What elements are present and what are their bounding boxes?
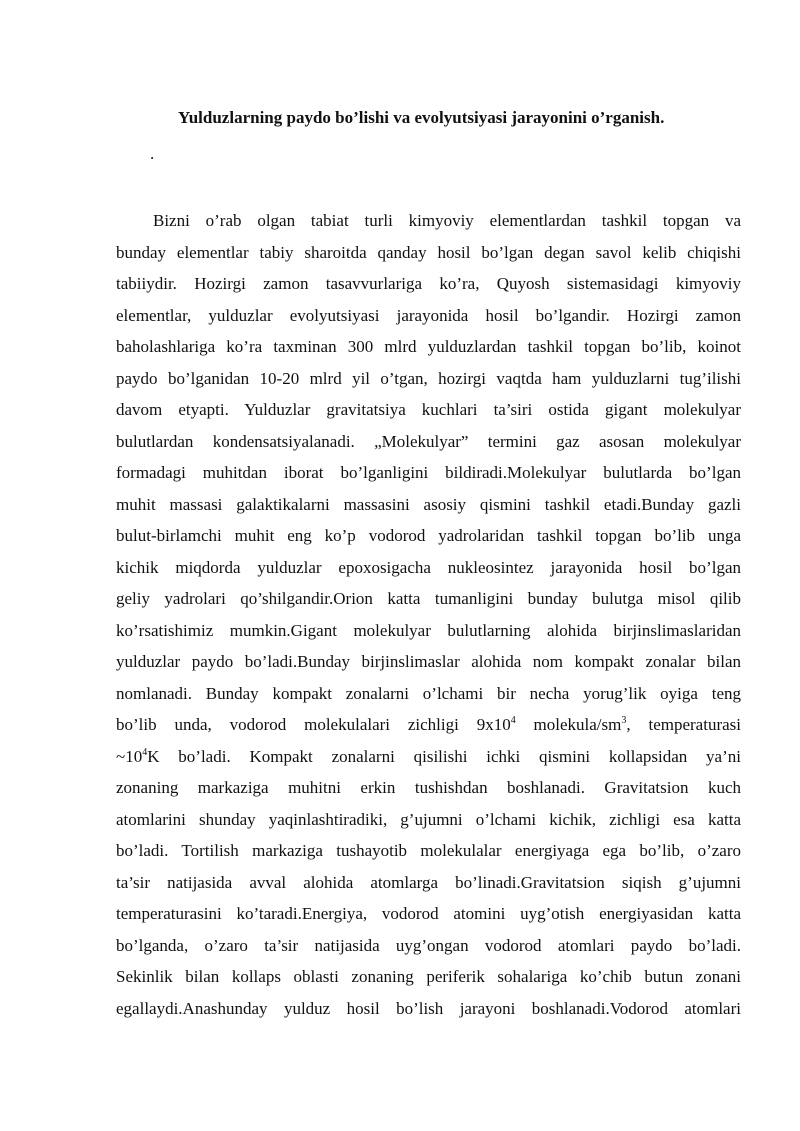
text-line: atomlarini shunday yaqinlashtiradiki, g’ujumni o’lchami kichik, zichligi esa katta [116,809,741,829]
superscript: 4 [142,746,148,758]
text-line: muhit massasi galaktikalarni massasini asosiy qismini tashkil etadi.Bunday gazli [116,494,741,514]
text-line: bunday elementlar tabiy sharoitda qanday hosil bo’lgan degan savol kelib chiqishi [116,242,741,262]
text-line: ko’rsatishimiz mumkin.Gigant molekulyar bulutlarning alohida birjinslimaslaridan [116,620,741,640]
text-line: elementlar, yulduzlar evolyutsiyasi jarayonida hosil bo’lgandir. Hozirgi zamon [116,305,741,325]
paragraph [116,205,741,1024]
text-line: egallaydi.Anashunday yulduz hosil bo’lish jarayoni boshlanadi.Vodorod atomlari [116,998,741,1018]
text-line: nomlanadi. Bunday kompakt zonalarni o’lchami bir necha yorug’lik oyiga teng [116,683,741,703]
text-line: formadagi muhitdan iborat bo’lganligini bildiradi.Molekulyar bulutlarda bo’lgan [116,463,741,482]
text-line: Bizni o’rab olgan tabiat turli kimyoviy elementlardan tashkil topgan va [153,211,741,230]
text-line: bo’ladi. Tortilish markaziga tushayotib molekulalar energiyaga ega bo’lib, o’zaro [116,841,741,860]
text-line: paydo bo’lganidan 10-20 mlrd yil o’tgan, hozirgi vaqtda ham yulduzlarni tug’ilishi [116,368,741,388]
text-line: Sekinlik bilan kollaps oblasti zonaning periferik sohalariga ko’chib butun zonani [116,967,741,986]
text-segment: molekula/sm [515,715,622,734]
superscript: 4 [510,715,516,726]
text-line-with-superscript [116,741,741,773]
text-line: baholashlariga ko’ra taxminan 300 mlrd yulduzlardan tashkil topgan bo’lib, koinot [116,337,741,356]
text-line: ta’sir natijasida avval alohida atomlarga bo’linadi.Gravitatsion siqish g’ujumni [116,872,741,892]
text-line: kichik miqdorda yulduzlar epoxosigacha nukleosintez jarayonida hosil bo’lgan [116,557,741,577]
text-line: geliy yadrolari qo’shilgandir.Orion katta tumanligini bunday bulutga misol qilib [116,589,741,608]
text-line: bulutlardan kondensatsiyalanadi. „Molekulyar” termini gaz asosan molekulyar [116,431,741,451]
text-line: tabiiydir. Hozirgi zamon tasavvurlariga ko’ra, Quyosh sistemasidagi kimyoviy [116,274,741,293]
text-line: davom etyapti. Yulduzlar gravitatsiya kuchlari ta’siri ostida gigant molekulyar [116,400,741,419]
text-segment: K bo’ladi. Kompakt zonalarni qisilishi ichki qismini kollapsidan ya’ni [147,746,741,766]
text-line: yulduzlar paydo bo’ladi.Bunday birjinslimaslar alohida nom kompakt zonalar bilan [116,652,741,671]
superscript: 3 [621,715,627,726]
stray-dot: . [150,144,155,163]
text-line: zonaning markaziga muhitni erkin tushishdan boshlanadi. Gravitatsion kuch [116,778,741,797]
text-line: bulut-birlamchi muhit eng ko’p vodorod yadrolaridan tashkil topgan bo’lib unga [116,526,741,545]
text-segment: , temperaturasi [626,715,741,734]
text-line: bo’lganda, o’zaro ta’sir natijasida uyg’ongan vodorod atomlari paydo bo’ladi. [116,935,741,955]
text-segment: ~10 [116,746,143,766]
text-line: temperaturasini ko’taradi.Energiya, vodorod atomini uyg’otish energiyasidan katta [116,904,741,923]
document-title: Yulduzlarning paydo bo’lishi va evolyutsiyasi jarayonini o’rganish. [178,108,665,127]
text-segment: bo’lib unda, vodorod molekulalari zichligi 9x10 [116,715,511,734]
text-line-with-superscripts [116,709,741,741]
